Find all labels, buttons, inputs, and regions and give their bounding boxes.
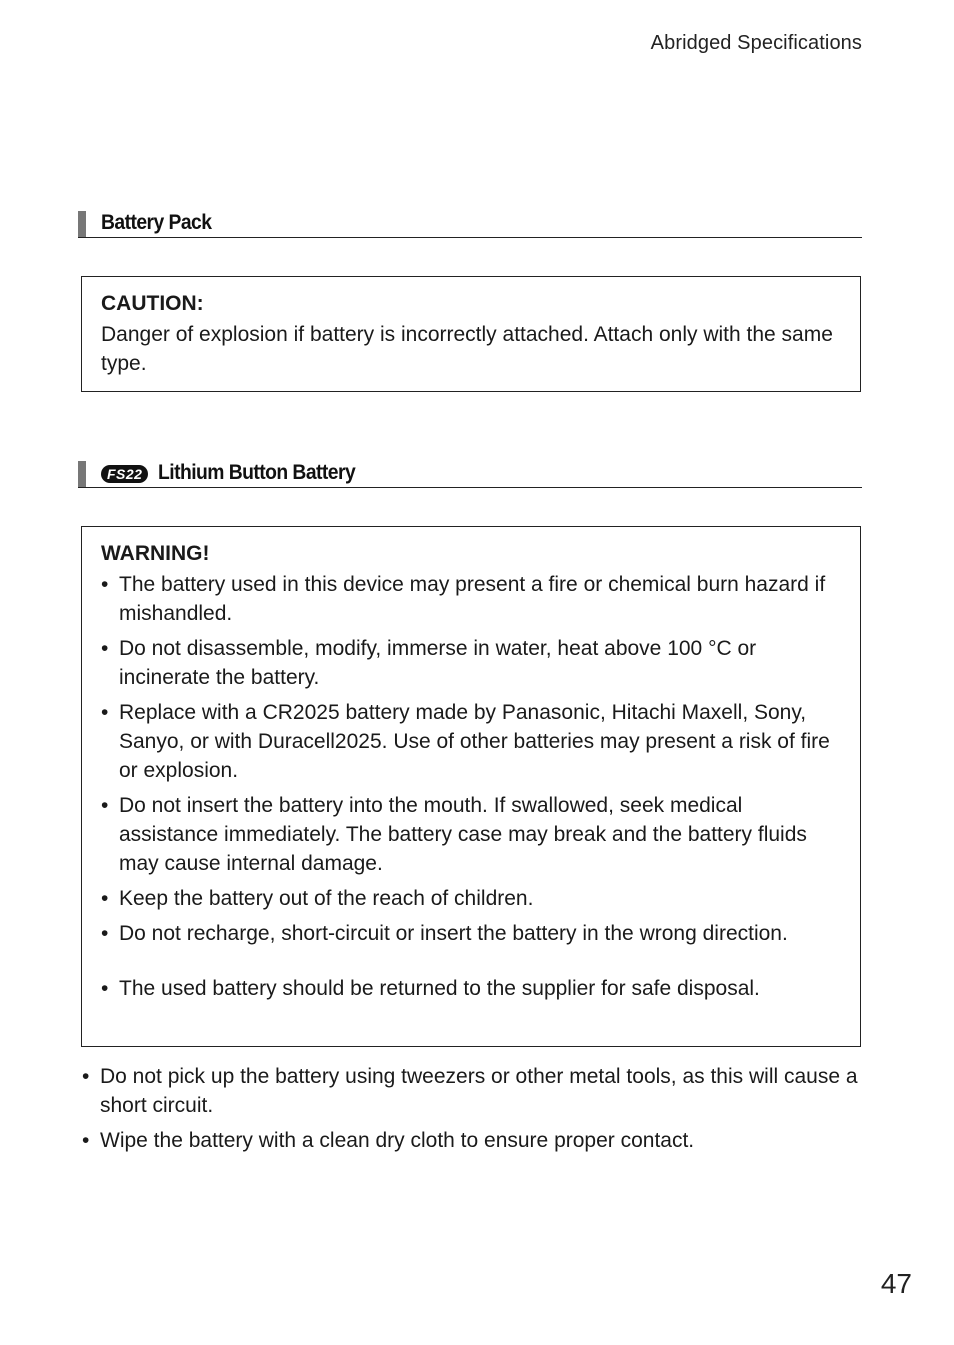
section-heading-lithium-battery — [78, 459, 862, 488]
warning-item: • Do not disassemble, modify, immerse in water, heat above 100 °C or incinerate the battery. — [101, 634, 840, 692]
warning-item: • Do not insert the battery into the mouth. If swallowed, seek medical assistance immediately. The battery case may break and the battery fluids may cause internal damage. — [101, 791, 840, 878]
warning-item: • The used battery should be returned to the supplier for safe disposal. — [101, 974, 840, 1003]
page-number: 47 — [880, 1268, 912, 1299]
section-heading-battery-pack — [78, 209, 862, 238]
warning-box — [81, 526, 861, 1047]
warning-item: • The battery used in this device may present a fire or chemical burn hazard if mishandled. — [101, 570, 840, 628]
caution-text: Danger of explosion if battery is incorrectly attached. Attach only with the same type. — [101, 323, 833, 375]
warning-item: • Do not recharge, short-circuit or insert the battery in the wrong direction. — [101, 919, 840, 948]
caution-title: CAUTION: — [101, 292, 204, 315]
heading-text: Lithium Button Battery — [158, 461, 356, 484]
warning-list — [101, 570, 840, 1003]
heading-marker — [78, 461, 86, 487]
model-badge: FS22 — [101, 465, 148, 483]
warning-item: • Keep the battery out of the reach of children. — [101, 884, 840, 913]
heading-text: Battery Pack — [101, 211, 212, 234]
caution-box — [81, 276, 861, 392]
warning-item: • Replace with a CR2025 battery made by Panasonic, Hitachi Maxell, Sony, Sanyo, or with Duracell2025. Use of other batteries may present a risk of fire or explosion. — [101, 698, 840, 785]
notes-list — [82, 1062, 872, 1155]
note-item: • Wipe the battery with a clean dry cloth to ensure proper contact. — [82, 1126, 872, 1155]
warning-title: WARNING! — [101, 542, 210, 565]
running-header: Abridged Specifications — [650, 32, 862, 54]
heading-marker — [78, 211, 86, 237]
note-item: • Do not pick up the battery using tweezers or other metal tools, as this will cause a short circuit. — [82, 1062, 872, 1120]
